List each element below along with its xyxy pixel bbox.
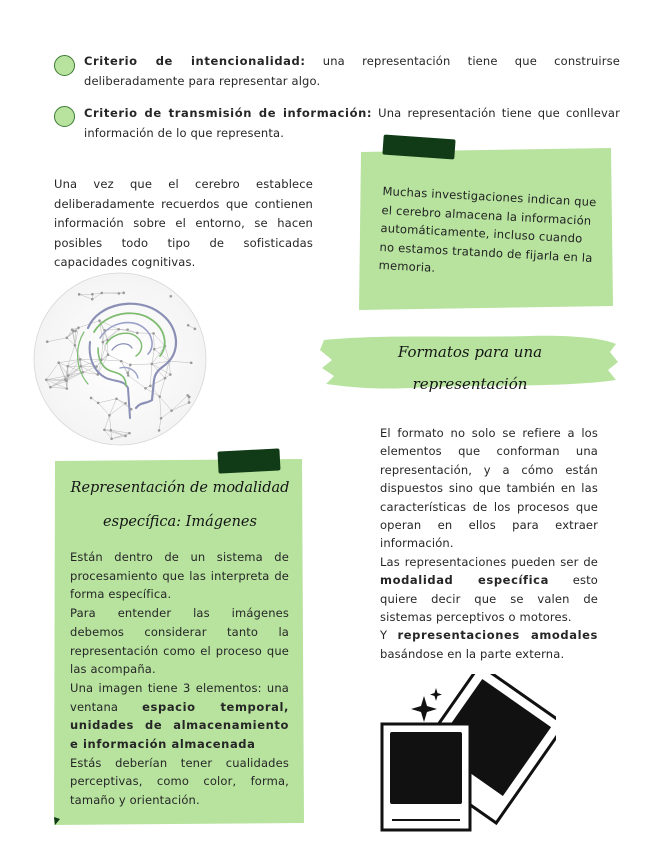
criterion-text: una representación tiene que construirse deliberadamente para representar algo. — [84, 54, 620, 88]
criterion-item — [84, 52, 620, 91]
modality-box-title — [58, 471, 302, 539]
polaroid-photos-icon — [378, 674, 556, 834]
formats-body — [380, 424, 598, 663]
criterion-title: Criterio de intencionalidad: — [84, 54, 306, 68]
bullet-circle-icon — [54, 55, 75, 76]
criterion-text: Una representación tiene que conllevar información de lo que representa. — [84, 106, 620, 140]
modality-box-body — [70, 548, 289, 810]
modality-paragraph-1: Están dentro de un sistema de procesamiento que las interpreta de forma específica. — [70, 550, 289, 602]
modality-paragraph-3: Una imagen tiene 3 elementos: una ventana espacio temporal, unidades de almacenamiento e información almacenada — [70, 680, 290, 752]
formats-title-line1: Formatos para una — [397, 343, 543, 361]
amodal-term: representaciones amodales — [397, 628, 598, 643]
criterion-item — [84, 104, 620, 143]
image-elements-term: espacio temporal, unidades de almacenamiento e información almacenada — [70, 699, 290, 752]
bullet-circle-icon — [54, 106, 75, 127]
modality-paragraph-2: Para entender las imágenes debemos considerar tanto la representación como el proceso que las acompaña. — [70, 606, 289, 677]
formats-title-line2: representación — [412, 375, 528, 393]
modality-title-line1: Representación de modalidad — [70, 480, 290, 496]
modality-title-line2: específica: Imágenes — [103, 514, 257, 530]
sparkle-icon — [411, 696, 437, 722]
formats-title — [330, 333, 610, 403]
modality-specific-term: modalidad específica — [380, 573, 549, 588]
formats-paragraph-2: Las representaciones pueden ser de modalidad específica esto quiere decir que se valen de sistemas perceptivos o motores. — [380, 554, 598, 625]
intro-paragraph: Una vez que el cerebro establece deliberadamente recuerdos que contienen información sobre el entorno, se hacen posibles todo tipo de sofisticadas capacidades cognitivas. — [54, 177, 313, 270]
formats-paragraph-3: Y representaciones amodales basándose en la parte externa. — [380, 628, 598, 661]
brain-network-illustration — [28, 268, 213, 450]
note-text: Muchas investigaciones indican que el cerebro almacena la información automáticamente, incluso cuando no estamos tratando de fijarla en la memoria. — [378, 183, 597, 275]
modality-paragraph-4: Estás deberían tener cualidades perceptivas, como color, forma, tamaño y orientación. — [70, 755, 289, 808]
formats-paragraph-1: El formato no solo se refiere a los elementos que conforman una representación, y a cómo están dispuestos sino que también en las características de los procesos que operan en ellos para extraer información. — [380, 426, 598, 551]
criterion-title: Criterio de transmisión de información: — [84, 106, 373, 120]
tape-decoration — [217, 448, 280, 473]
